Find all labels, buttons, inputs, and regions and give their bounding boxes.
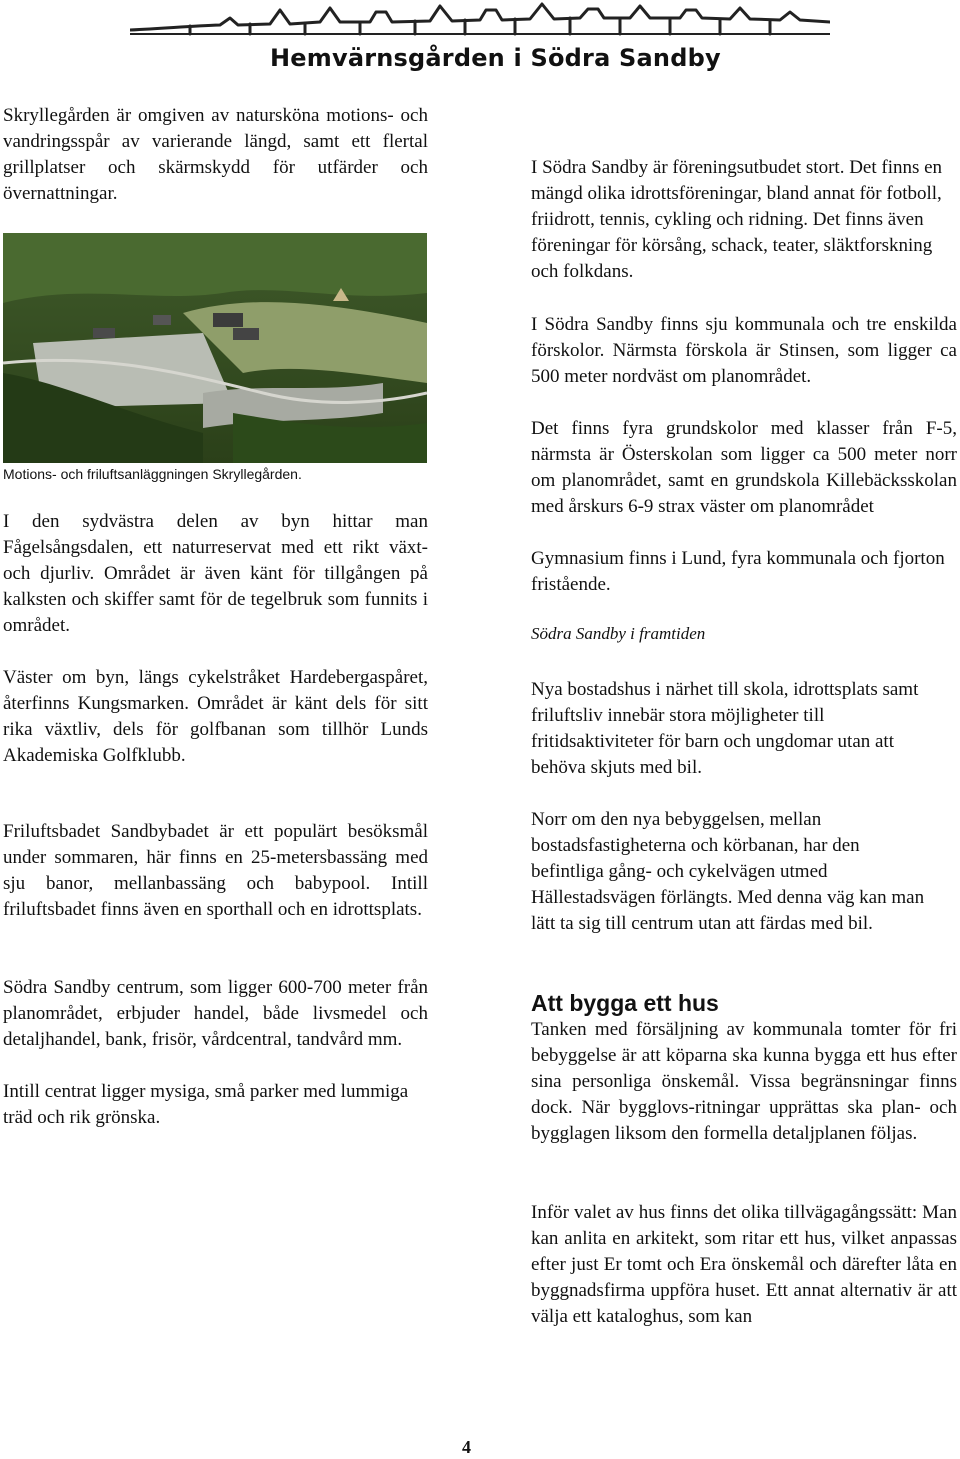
left-paragraph-3: Väster om byn, längs cykelstråket Hardebergaspåret, återfinns Kungsmarken. Området är känt dels för sitt rika växtliv, dels för golfbanan som tillhör Lunds Akademiska Golfklubb. [3, 667, 428, 766]
right-paragraph-6: Norr om den nya bebyggelsen, mellan bostadsfastigheterna och körbanan, har den befintliga gång- och cykelvägen utmed Hällestadsvägen förlängts. Med denna väg kan man lätt ta sig till centrum utan att färdas med bil. [531, 809, 925, 934]
right-paragraph-1: I Södra Sandby är föreningsutbudet stort. Det finns en mängd olika idrottsföreningar, bland annat för fotboll, friidrott, tennis, cykling och ridning. Det finns även föreningar för körsång, schack, teater, släktforskning och folkdans. [531, 157, 943, 282]
photo-caption: Motions- och friluftsanläggningen Skryllegården. [3, 466, 302, 482]
left-paragraph-5: Södra Sandby centrum, som ligger 600-700 meter från planområdet, erbjuder handel, både livsmedel och detaljhandel, bank, frisör, vårdcentral, tandvård mm. [3, 977, 428, 1050]
right-paragraph-2: I Södra Sandby finns sju kommunala och tre enskilda förskolor. Närmsta förskola är Stinsen, som ligger ca 500 meter nordväst om planområdet. [531, 314, 957, 387]
right-paragraph-4: Gymnasium finns i Lund, fyra kommunala och fjorton fristående. [531, 548, 945, 595]
village-skyline-illustration [130, 0, 830, 38]
right-paragraph-8: Inför valet av hus finns det olika tillvägagångssätt: Man kan anlita en arkitekt, som ritar ett hus, vilket anpassas efter just Er tomt och Era önskemål och därefter låta en byggnadsfirma uppföra huset. Ett annat alternativ är att välja ett kataloghus, som kan [531, 1202, 957, 1327]
right-paragraph-5: Nya bostadshus i närhet till skola, idrottsplats samt friluftsliv innebär stora möjligheter till fritidsaktiviteter för barn och ungdomar utan att behöva skjuts med bil. [531, 679, 919, 778]
section-heading: Att bygga ett hus [531, 990, 719, 1016]
left-paragraph-6: Intill centrat ligger mysiga, små parker med lummiga träd och rik grönska. [3, 1081, 409, 1128]
right-paragraph-7: Tanken med försäljning av kommunala tomter för fri bebyggelse är att köparna ska kunna bygga ett hus efter sina personliga önskemål. Vissa begränsningar finns dock. När bygglovs-ritningar upprättas ska plan- och bygglagen liksom den formella detaljplanen följas. [531, 1019, 957, 1144]
left-paragraph-1: Skryllegården är omgiven av natursköna motions- och vandringsspår av varierande längd, samt ett flertal grillplatser och skärmskydd för utfärder och övernattningar. [3, 105, 428, 204]
page-number: 4 [462, 1437, 471, 1457]
left-paragraph-4: Friluftsbadet Sandbybadet är ett populärt besöksmål under sommaren, här finns en 25-metersbassäng med sju banor, mellanbassäng och babypool. Intill friluftsbadet finns även en sporthall och en idrottsplats. [3, 821, 428, 920]
page-title: Hemvärnsgården i Södra Sandby [270, 44, 721, 72]
right-paragraph-3: Det finns fyra grundskolor med klasser från F-5, närmsta är Österskolan som ligger ca 500 meter norr om planområdet, samt en grundskola Killebäcksskolan med årskurs 6-9 strax väster om planområdet [531, 418, 957, 517]
left-paragraph-2: I den sydvästra delen av byn hittar man Fågelsångsdalen, ett naturreservat med ett rikt växt- och djurliv. Området är även känt för tillgången på kalksten och skiffer samt för de tegelbruk som funnits i området. [3, 511, 428, 636]
aerial-photo-skryllegarden [3, 233, 427, 463]
section-subheading: Södra Sandby i framtiden [531, 624, 706, 643]
